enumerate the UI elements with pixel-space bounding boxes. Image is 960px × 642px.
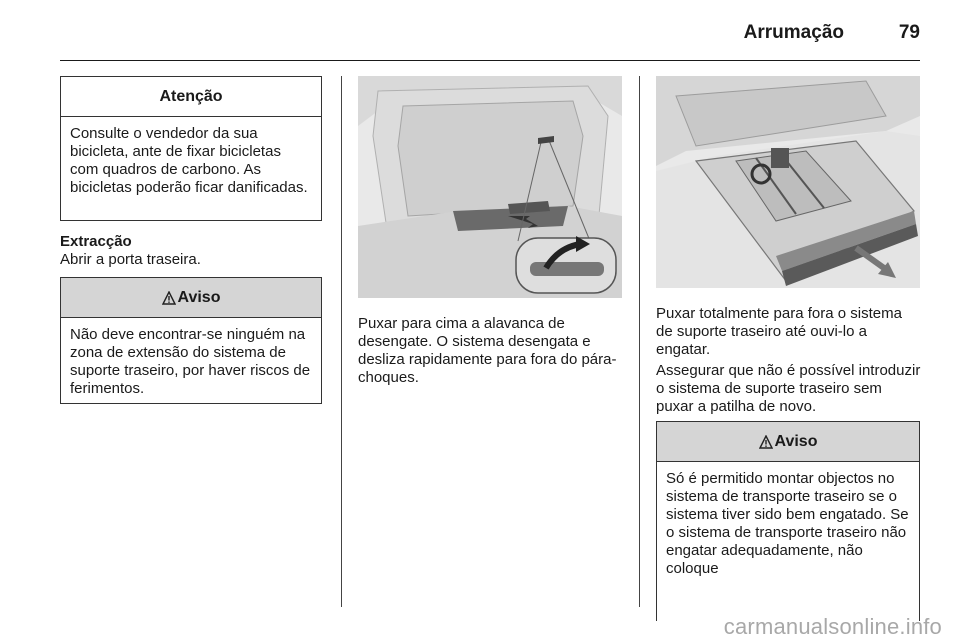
warning-box-left-title — [61, 278, 321, 318]
warning-box-left-body: Não deve encontrar-se ninguém na zona de extensão do sistema de suporte traseiro, por haver riscos de ferimentos. — [70, 326, 311, 397]
warning-box-right — [656, 421, 920, 621]
warning-box-left-label: Aviso — [177, 288, 221, 306]
page-header — [60, 12, 920, 60]
watermark: carmanualsonline.info — [723, 614, 942, 639]
page-number: 79 — [898, 22, 920, 43]
warning-triangle-icon — [759, 435, 773, 449]
attention-box-title: Atenção — [61, 77, 321, 117]
attention-box — [60, 76, 322, 221]
rear-carrier-illustration — [656, 76, 920, 288]
page-title: Arrumação — [743, 22, 844, 43]
warning-box-right-body: Só é permitido montar objectos no sistema de transporte traseiro se o sistema tiver sido bem engatado. Se o sistema de transporte traseiro não engatar adequadamente, não coloque — [666, 470, 909, 577]
warning-box-right-title — [657, 422, 919, 462]
warning-box-right-label: Aviso — [774, 432, 818, 450]
column-divider-right — [639, 76, 640, 607]
attention-box-body: Consulte o vendedor da sua bicicleta, ante de fixar bicicletas com quadros de carbono. As bicicletas poderão ficar danificadas. — [70, 125, 308, 196]
tailgate-lever-illustration — [358, 76, 622, 298]
header-rule — [60, 60, 920, 61]
section-heading-extraccao: Extracção — [60, 233, 132, 250]
warning-box-left — [60, 277, 322, 404]
right-paragraph-1: Puxar totalmente para fora o sistema de suporte traseiro até ouvi-lo a engatar. — [656, 305, 902, 358]
section-text: Abrir a porta traseira. — [60, 251, 201, 268]
warning-triangle-icon — [162, 291, 176, 305]
column-divider-left — [341, 76, 342, 607]
middle-caption: Puxar para cima a alavanca de desengate. O sistema desengata e desliza rapidamente para fora do pára-choques. — [358, 315, 617, 386]
right-paragraph-2: Assegurar que não é possível introduzir o sistema de suporte traseiro sem puxar a patilha de novo. — [656, 362, 921, 415]
